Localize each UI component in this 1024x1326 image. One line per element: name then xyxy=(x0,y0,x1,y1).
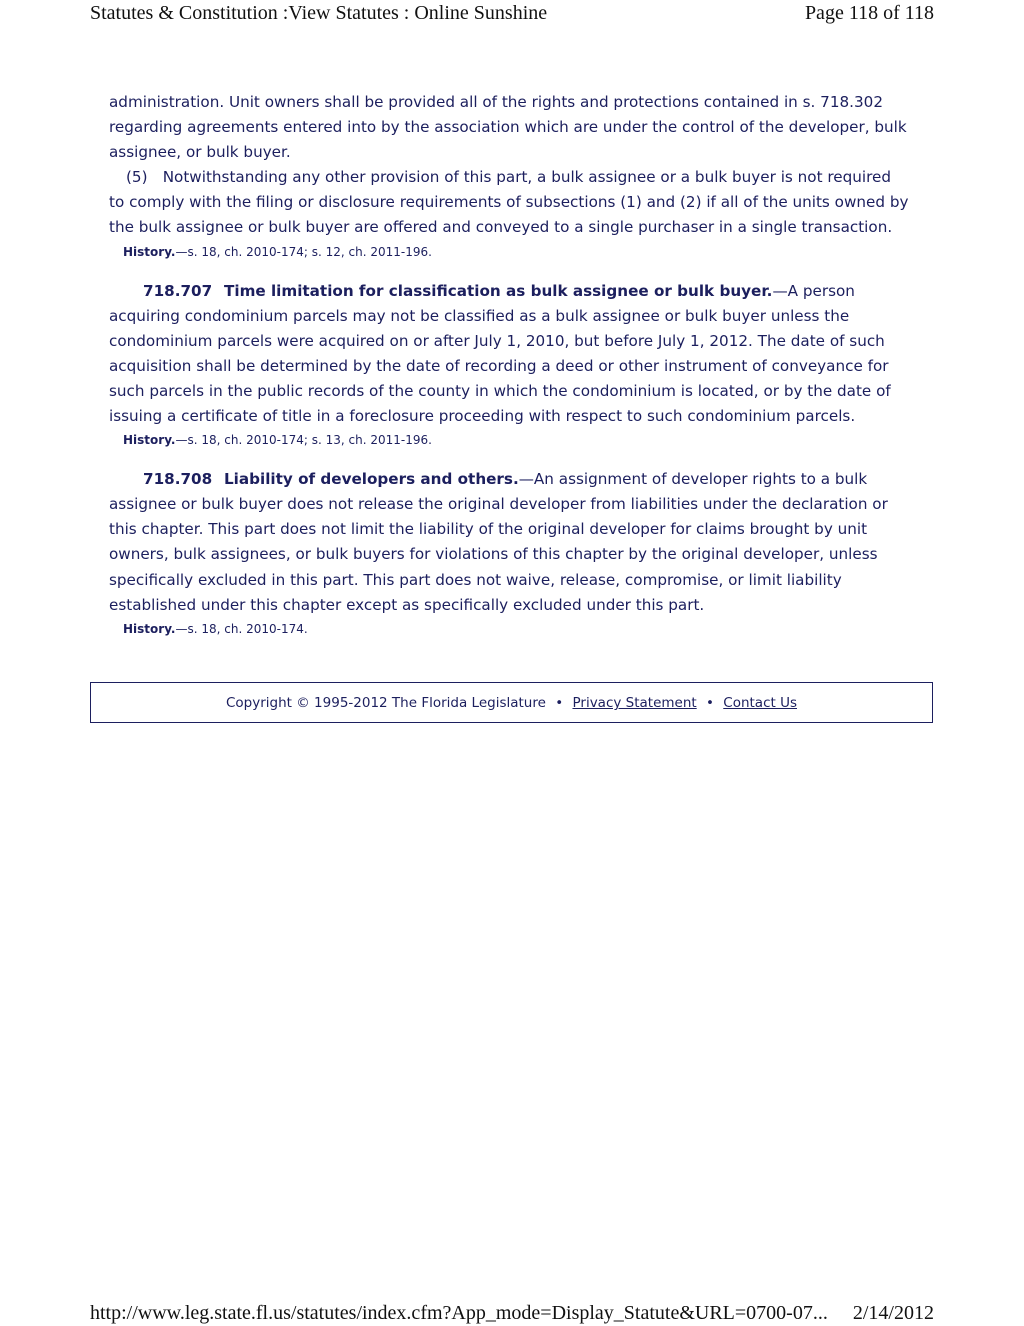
section-text: —An assignment of developer rights to a bulk assignee or bulk buyer does not release the original developer from liabilities under the declaration or this chapter. This part does not limit the liability of the original developer for claims brought by unit owners, bulk assignees, or bulk buyers for violations of this chapter by the original developer, unless specifically excluded in this part. This part does not waive, release, compromise, or limit liability established under this chapter except as specifically excluded under this part. xyxy=(109,470,888,614)
print-header-title: Statutes & Constitution :View Statutes : Online Sunshine xyxy=(90,2,548,24)
privacy-statement-link[interactable]: Privacy Statement xyxy=(572,695,697,711)
copyright-text: Copyright © 1995-2012 The Florida Legislature xyxy=(226,695,546,711)
section-text: —A person acquiring condominium parcels may not be classified as a bulk assignee or bulk buyer unless the condominium parcels were acquired on or after July 1, 2010, but before July 1, 2012. The date of such acquisition shall be determined by the date of recording a deed or other instrument of conveyance for such parcels in the public records of the county in which the condominium is located, or by the date of issuing a certificate of title in a foreclosure proceeding with respect to such condominium parcels. xyxy=(109,281,891,426)
section-718-707 xyxy=(109,279,909,430)
print-header-page-number: Page 118 of 118 xyxy=(804,2,934,24)
section-number: 718.708 xyxy=(143,470,213,489)
print-footer xyxy=(90,1300,934,1326)
print-header xyxy=(90,0,934,26)
section-catchline: Time limitation for classification as bulk assignee or bulk buyer. xyxy=(224,281,773,300)
section-number: 718.707 xyxy=(143,281,213,300)
history-text: —s. 18, ch. 2010-174; s. 13, ch. 2011-196. xyxy=(175,433,432,448)
history-note xyxy=(123,618,909,640)
statute-content xyxy=(109,90,909,640)
separator-bullet: • xyxy=(555,695,564,711)
history-text: —s. 18, ch. 2010-174; s. 12, ch. 2011-196. xyxy=(175,244,432,259)
subsection-5: (5) Notwithstanding any other provision of this part, a bulk assignee or a bulk buyer is not required to comply with the filing or disclosure requirements of subsections (1) and (2) if all of the units owned by the bulk assignee or bulk buyer are offered and conveyed to a single purchaser in a single transaction. xyxy=(109,168,909,237)
continuation-paragraph: administration. Unit owners shall be provided all of the rights and protections contained in s. 718.302 regarding agreements entered into by the association which are under the control of the developer, bulk assignee, or bulk buyer. xyxy=(109,93,907,162)
history-text: —s. 18, ch. 2010-174. xyxy=(175,621,308,636)
copyright-footer xyxy=(90,682,933,723)
history-note xyxy=(123,241,909,263)
separator-bullet: • xyxy=(706,695,714,711)
print-footer-url: http://www.leg.state.fl.us/statutes/index.cfm?App_mode=Display_Statute&URL=0700-07... xyxy=(90,1302,828,1324)
section-catchline: Liability of developers and others. xyxy=(224,470,519,489)
contact-us-link[interactable]: Contact Us xyxy=(723,695,797,711)
history-note xyxy=(123,429,909,451)
history-label: History. xyxy=(123,621,176,636)
history-label: History. xyxy=(123,244,176,259)
section-718-708 xyxy=(109,467,909,618)
history-label: History. xyxy=(123,433,176,448)
print-footer-date: 2/14/2012 xyxy=(852,1302,934,1324)
